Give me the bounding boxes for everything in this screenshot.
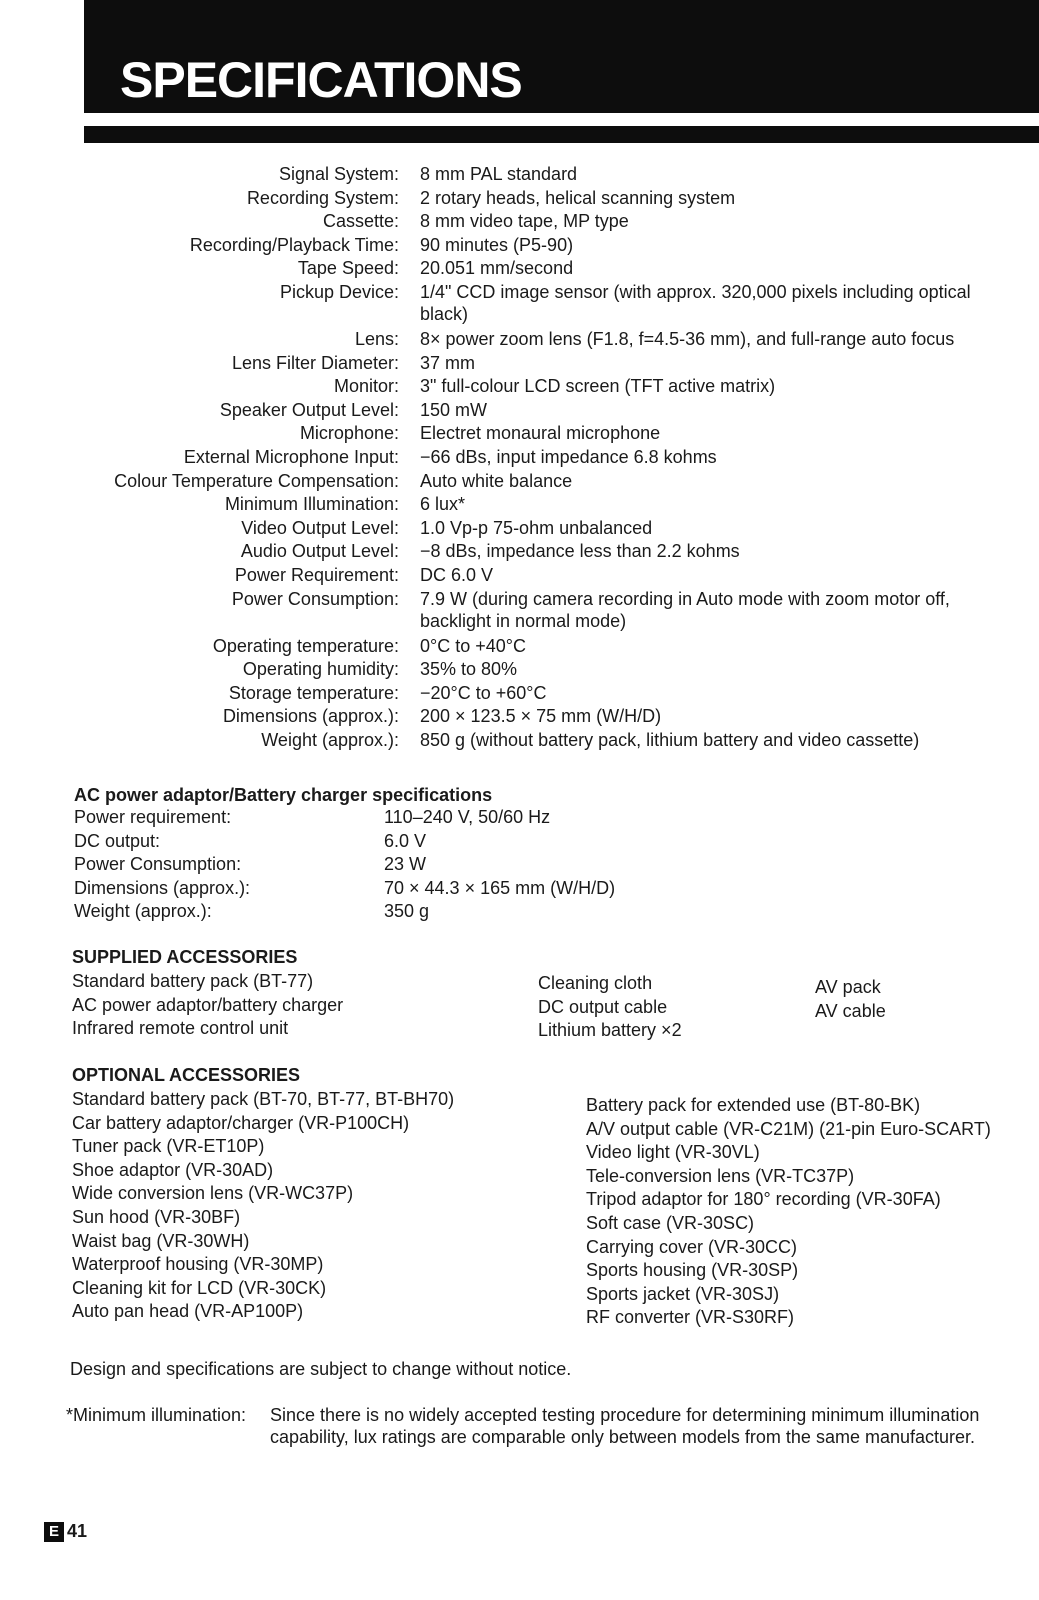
spec-row [0,328,1039,352]
spec-value: −20°C to +60°C [420,682,547,703]
list-item: Infrared remote control unit [72,1018,289,1039]
spec-value: 8× power zoom lens (F1.8, f=4.5-36 mm), and full-range auto focus [420,328,955,349]
list-item: DC output cable [538,996,668,1017]
list-item: Sports housing (VR-30SP) [586,1260,799,1281]
spec-value: 37 mm [420,352,476,373]
language-badge: E [44,1522,64,1542]
ac-row [74,830,774,854]
list-item: Carrying cover (VR-30CC) [586,1236,798,1257]
list-item: Battery pack for extended use (BT-80-BK) [586,1095,921,1115]
list-item: AC power adaptor/battery charger [72,994,344,1015]
spec-label: Pickup Device: [279,281,399,302]
page-title: SPECIFICATIONS [120,52,522,108]
supplied-accessories-col3 [815,976,886,1023]
spec-value: Electret monaural microphone [420,423,661,444]
spec-row [0,493,1039,517]
spec-label: Operating temperature: [212,635,399,656]
list-item: Cleaning cloth [538,973,653,993]
list-item: Standard battery pack (BT-70, BT-77, BT-BH70) [72,1089,455,1109]
list-item: Tripod adaptor for 180° recording (VR-30FA) [586,1189,941,1210]
ac-label: Weight (approx.): [74,901,212,922]
ac-row [74,853,774,877]
list-item: Tele-conversion lens (VR-TC37P) [586,1165,855,1186]
spec-row [0,682,1039,706]
list-item: Lithium battery ×2 [538,1020,682,1041]
ac-label: Dimensions (approx.): [74,877,251,898]
ac-row [74,877,774,901]
spec-row [0,588,1039,635]
list-item: AV cable [815,1000,886,1021]
spec-label: Colour Temperature Compensation: [114,470,399,491]
spec-row [0,635,1039,659]
list-item: Sports jacket (VR-30SJ) [586,1283,780,1304]
optional-accessories-heading: OPTIONAL ACCESSORIES [72,1065,301,1085]
spec-row [0,234,1039,258]
spec-label: Microphone: [299,423,399,444]
spec-value: 20.051 mm/second [420,258,574,279]
spec-value: 0°C to +40°C [420,635,526,656]
spec-row [0,658,1039,682]
spec-label: Recording/Playback Time: [189,234,399,255]
spec-row [0,257,1039,281]
spec-value: 3" full-colour LCD screen (TFT active matrix) [420,376,776,397]
spec-label: Lens Filter Diameter: [231,352,399,373]
list-item: Shoe adaptor (VR-30AD) [72,1159,274,1180]
spec-label: Tape Speed: [297,258,399,279]
list-item: Standard battery pack (BT-77) [72,971,314,991]
list-item: Sun hood (VR-30BF) [72,1206,241,1227]
list-item: Auto pan head (VR-AP100P) [72,1301,304,1322]
spec-label: Audio Output Level: [240,541,399,562]
list-item: Tuner pack (VR-ET10P) [72,1136,265,1157]
spec-row [0,163,1039,187]
spec-label: Monitor: [333,376,399,397]
spec-row [0,540,1039,564]
spec-row [0,470,1039,494]
ac-value: 350 g [384,901,430,922]
spec-row [0,422,1039,446]
list-item: Waist bag (VR-30WH) [72,1230,250,1251]
spec-value: 150 mW [420,399,488,420]
spec-label: Weight (approx.): [261,729,399,750]
list-item: Wide conversion lens (VR-WC37P) [72,1183,354,1204]
spec-row [0,705,1039,729]
ac-value: 110–240 V, 50/60 Hz [384,807,551,827]
spec-row [0,375,1039,399]
spec-value: 8 mm video tape, MP type [420,211,629,232]
spec-row [0,352,1039,376]
spec-row [0,399,1039,423]
ac-value: 6.0 V [384,830,427,851]
spec-value: −66 dBs, input impedance 6.8 kohms [420,446,717,467]
optional-accessories-col1 [72,1088,454,1324]
spec-label: Lens: [354,328,399,349]
spec-label: Video Output Level: [241,517,399,538]
page-number: 41 [67,1521,88,1541]
spec-value: Auto white balance [420,470,573,491]
list-item: A/V output cable (VR-C21M) (21-pin Euro-SCART) [586,1118,991,1139]
spec-value: 850 g (without battery pack, lithium battery and video cassette) [420,729,920,750]
spec-label: Signal System: [278,164,399,184]
footnote-text: Since there is no widely accepted testing procedure for determining minimum illumination capability, lux ratings are comparable only between models from the same manufacturer. [270,1405,980,1447]
list-item: Cleaning kit for LCD (VR-30CK) [72,1277,327,1298]
spec-label: Cassette: [322,211,399,232]
ac-value: 70 × 44.3 × 165 mm (W/H/D) [384,877,616,898]
footnote-label: *Minimum illumination: [66,1405,247,1425]
spec-row [0,729,1039,753]
spec-row [0,281,1039,328]
spec-value: 35% to 80% [420,659,518,680]
ac-label: DC output: [74,830,161,851]
spec-row [0,446,1039,470]
spec-value: 7.9 W (during camera recording in Auto mode with zoom motor off, backlight in normal mode) [420,588,950,631]
spec-label: Minimum Illumination: [224,494,399,515]
specifications-list [0,163,1039,752]
supplied-accessories-col1 [72,970,343,1041]
spec-value: 1.0 Vp-p 75-ohm unbalanced [420,517,653,538]
spec-value: −8 dBs, impedance less than 2.2 kohms [420,541,740,562]
spec-row [0,564,1039,588]
title-banner [84,0,1039,113]
list-item: Waterproof housing (VR-30MP) [72,1254,324,1275]
spec-value: 90 minutes (P5-90) [420,234,574,255]
supplied-accessories-heading: SUPPLIED ACCESSORIES [72,947,298,967]
supplied-accessories-col2 [538,972,682,1043]
ac-label: Power requirement: [74,807,232,827]
spec-value: 1/4" CCD image sensor (with approx. 320,000 pixels including optical black) [420,281,971,324]
spec-label: Storage temperature: [228,682,399,703]
list-item: Video light (VR-30VL) [586,1142,760,1163]
spec-row [0,517,1039,541]
spec-label: Recording System: [246,187,399,208]
ac-adaptor-list [74,806,774,924]
ac-adaptor-heading: AC power adaptor/Battery charger specifications [74,785,493,805]
spec-row [0,210,1039,234]
spec-label: External Microphone Input: [183,446,399,467]
ac-label: Power Consumption: [74,854,242,875]
list-item: Soft case (VR-30SC) [586,1212,755,1233]
spec-value: 200 × 123.5 × 75 mm (W/H/D) [420,706,662,727]
spec-label: Operating humidity: [242,659,399,680]
design-change-note: Design and specifications are subject to change without notice. [70,1359,572,1379]
spec-value: 2 rotary heads, helical scanning system [420,187,736,208]
ac-value: 23 W [384,854,427,875]
spec-label: Power Consumption: [231,588,399,609]
spec-label: Dimensions (approx.): [222,706,399,727]
optional-accessories-col2 [586,1094,991,1330]
spec-row [0,187,1039,211]
spec-value: 8 mm PAL standard [420,164,578,184]
spec-label: Power Requirement: [234,564,399,585]
list-item: AV pack [815,977,881,997]
ac-row [74,900,774,924]
header-rule [84,126,1039,143]
spec-label: Speaker Output Level: [219,399,399,420]
spec-value: DC 6.0 V [420,564,494,585]
ac-row [74,806,774,830]
spec-value: 6 lux* [420,494,466,515]
list-item: Car battery adaptor/charger (VR-P100CH) [72,1112,410,1133]
list-item: RF converter (VR-S30RF) [586,1307,795,1328]
